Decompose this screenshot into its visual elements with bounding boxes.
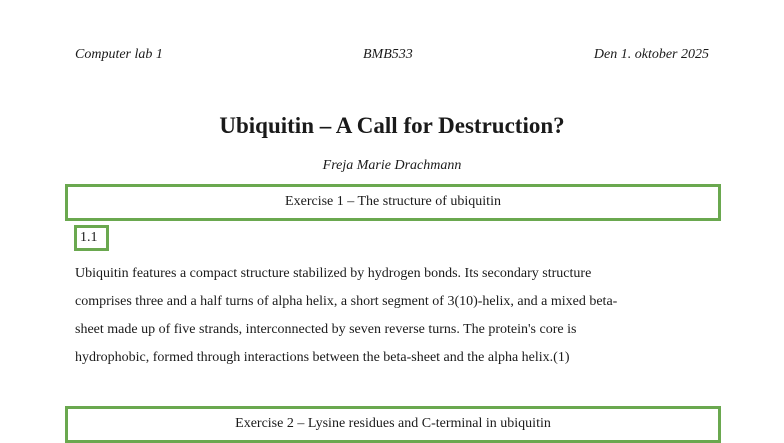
paragraph-line: sheet made up of five strands, interconnected by seven reverse turns. The protein's core is [75, 322, 577, 337]
exercise-1-paragraph [75, 260, 715, 372]
subsection-number: 1.1 [74, 225, 109, 251]
exercise-1-heading: Exercise 1 – The structure of ubiquitin [65, 184, 721, 221]
exercise-2-heading: Exercise 2 – Lysine residues and C-terminal in ubiquitin [65, 406, 721, 443]
header-course-label: Computer lab 1 [75, 47, 163, 62]
document-title: Ubiquitin – A Call for Destruction? [219, 113, 565, 138]
header-course-code: BMB533 [363, 47, 413, 62]
paragraph-line: comprises three and a half turns of alpha helix, a short segment of 3(10)-helix, and a mixed beta- [75, 294, 618, 309]
author-name: Freja Marie Drachmann [322, 158, 462, 173]
paragraph-line: hydrophobic, formed through interactions between the beta-sheet and the alpha helix.(1) [75, 350, 570, 365]
paragraph-line: Ubiquitin features a compact structure stabilized by hydrogen bonds. Its secondary structure [75, 266, 592, 281]
header-date: Den 1. oktober 2025 [593, 47, 709, 62]
